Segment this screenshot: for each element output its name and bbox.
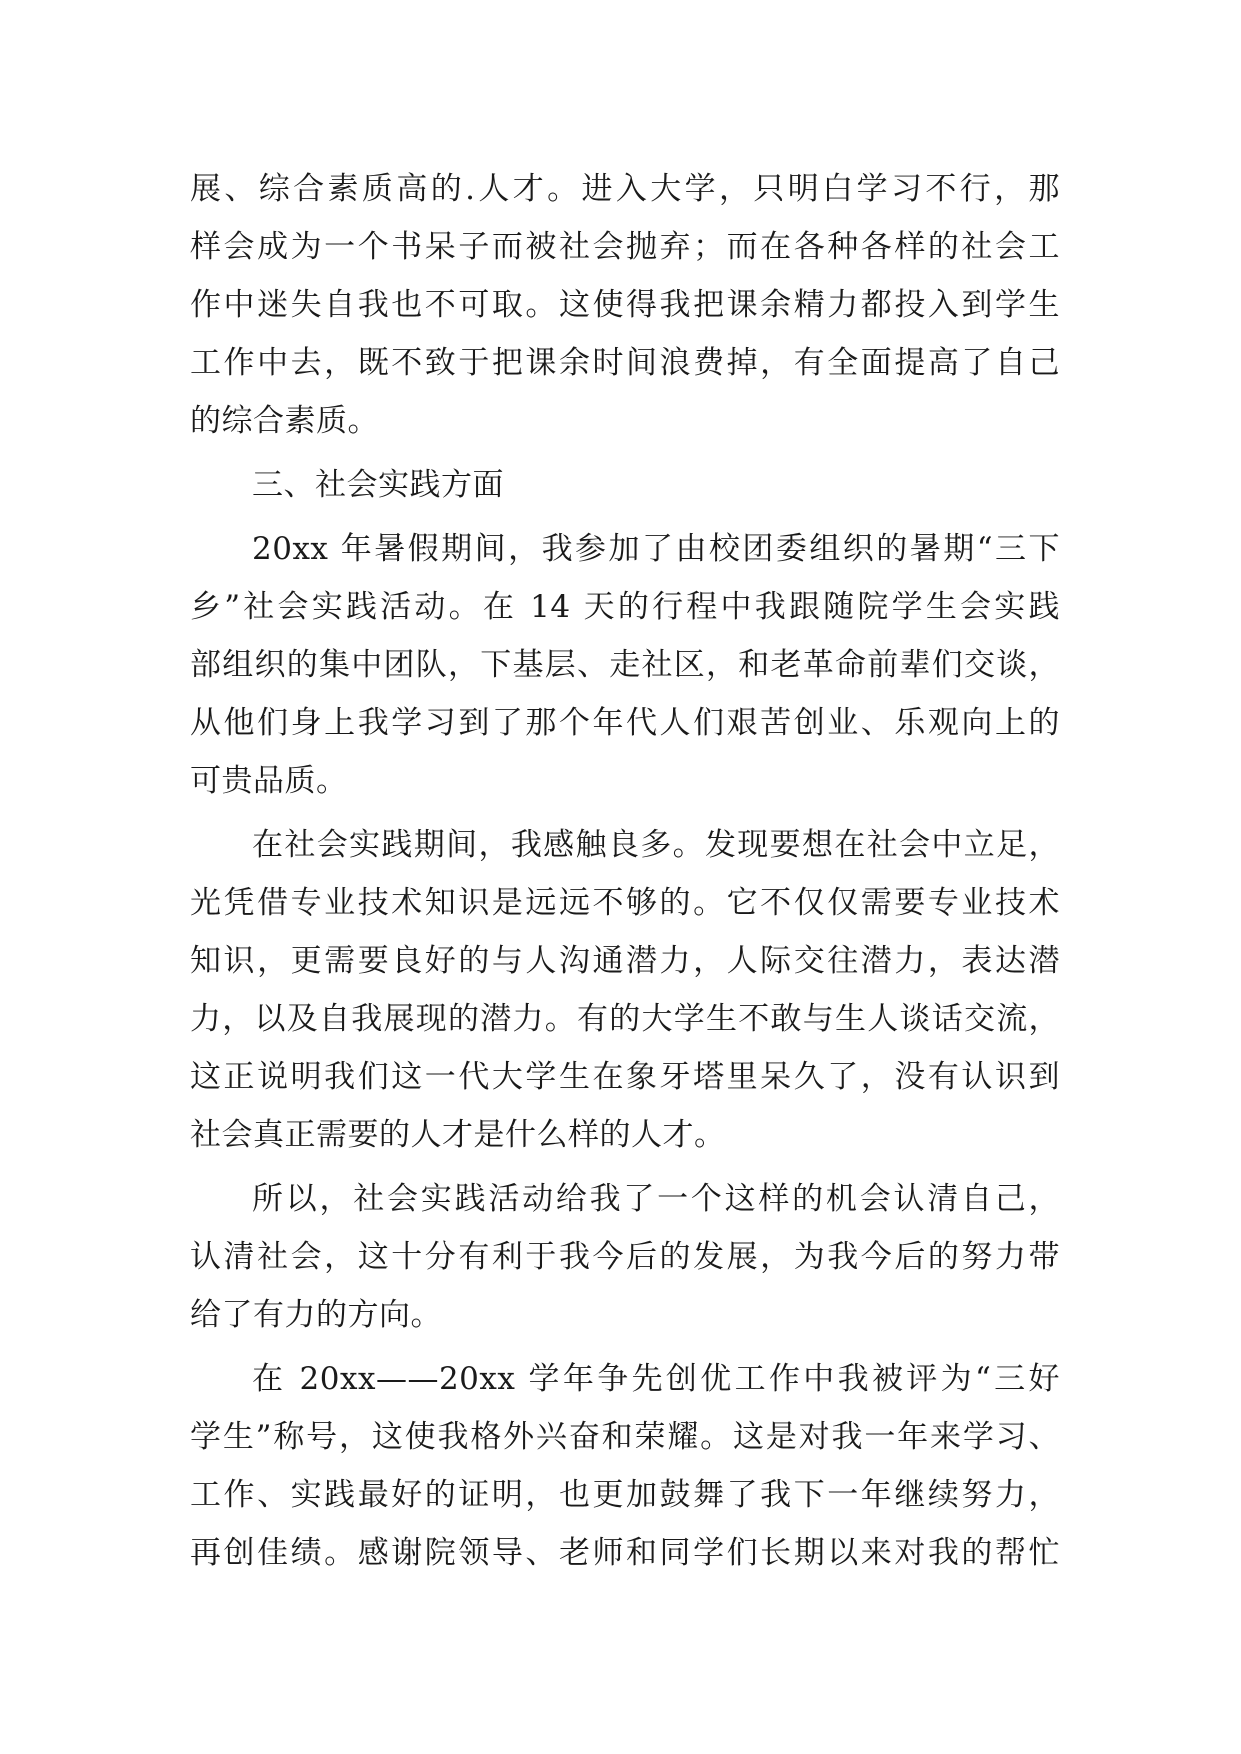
text-line: 认清社会，这十分有利于我今后的发展，为我今后的努力带	[190, 1239, 1060, 1275]
text-line: 力，以及自我展现的潜力。有的大学生不敢与生人谈话交流，	[190, 1001, 1060, 1037]
paragraph	[190, 520, 1060, 810]
text-line: 的综合素质。	[190, 403, 379, 439]
text-line: 这正说明我们这一代大学生在象牙塔里呆久了，没有认识到	[190, 1059, 1060, 1095]
text-line: 可贵品质。	[190, 763, 348, 799]
text-line: 工作中去，既不致于把课余时间浪费掉，有全面提高了自己	[190, 345, 1060, 381]
text-line: 乡”社会实践活动。在 14 天的行程中我跟随院学生会实践	[190, 589, 1060, 625]
text-line: 学生”称号，这使我格外兴奋和荣耀。这是对我一年来学习、	[190, 1419, 1060, 1455]
text-line: 20xx 年暑假期间，我参加了由校团委组织的暑期“三下	[252, 531, 1060, 567]
text-line: 知识，更需要良好的与人沟通潜力，人际交往潜力，表达潜	[190, 943, 1060, 979]
text-line: 在 20xx——20xx 学年争先创优工作中我被评为“三好	[252, 1361, 1060, 1397]
paragraph	[190, 816, 1060, 1164]
text-line: 工作、实践最好的证明，也更加鼓舞了我下一年继续努力，	[190, 1477, 1060, 1513]
text-line: 展、综合素质高的.人才。进入大学，只明白学习不行，那	[190, 171, 1060, 207]
text-line: 社会真正需要的人才是什么样的人才。	[190, 1117, 726, 1153]
document-page	[190, 160, 1060, 1582]
section-heading	[190, 456, 1060, 514]
text-line: 光凭借专业技术知识是远远不够的。它不仅仅需要专业技术	[190, 885, 1060, 921]
text-line: 样会成为一个书呆子而被社会抛弃；而在各种各样的社会工	[190, 229, 1060, 265]
text-line: 所以，社会实践活动给我了一个这样的机会认清自己，	[252, 1181, 1060, 1217]
text-line: 从他们身上我学习到了那个年代人们艰苦创业、乐观向上的	[190, 705, 1060, 741]
heading-text: 三、社会实践方面	[252, 467, 504, 503]
text-line: 部组织的集中团队，下基层、走社区，和老革命前辈们交谈，	[190, 647, 1060, 683]
paragraph	[190, 1170, 1060, 1344]
text-line: 在社会实践期间，我感触良多。发现要想在社会中立足，	[252, 827, 1060, 863]
text-line: 作中迷失自我也不可取。这使得我把课余精力都投入到学生	[190, 287, 1060, 323]
paragraph	[190, 1350, 1060, 1582]
paragraph	[190, 160, 1060, 450]
text-line: 再创佳绩。感谢院领导、老师和同学们长期以来对我的帮忙	[190, 1535, 1060, 1571]
text-line: 给了有力的方向。	[190, 1297, 442, 1333]
